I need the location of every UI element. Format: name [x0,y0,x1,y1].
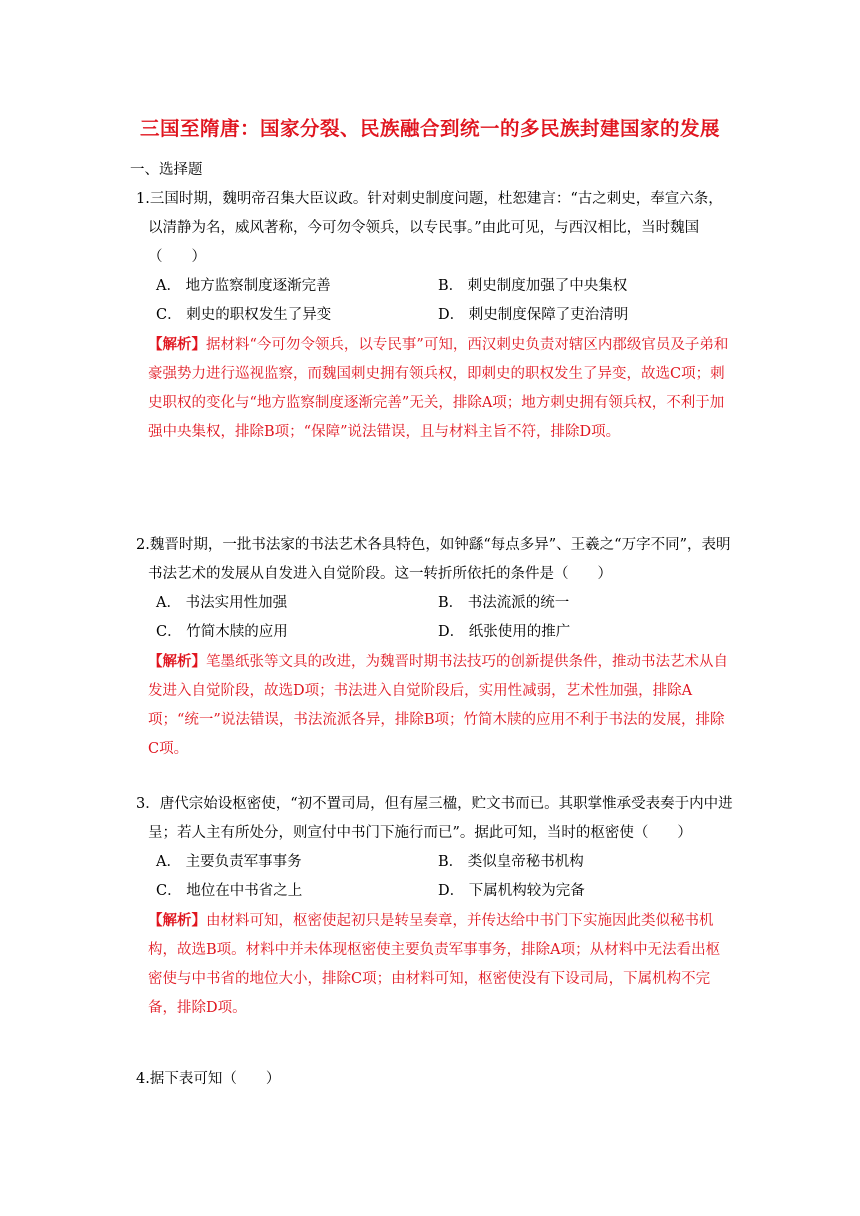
option-c: C． 地位在中书省之上 [156,883,303,899]
question-stem: 1.三国时期，魏明帝召集大臣议政。针对刺史制度问题，杜恕建言：“古之刺史，奉宣六条，以清静为名，威风著称，今可勿令领兵，以专民事。”由此可见，与西汉相比，当时魏国（ ） [136,191,723,265]
option-d: D． 下属机构较为完备 [438,883,585,899]
analysis-text: 笔墨纸张等文具的改进，为魏晋时期书法技巧的创新提供条件，推动书法艺术从自发进入自觉阶段，故选D项；书法进入自觉阶段后，实用性减弱，艺术性加强，排除A项；“统一”说法错误，书法流派各异，排除B项；竹简木牍的应用不利于书法的发展，排除C项。 [148,654,728,757]
options-row [136,848,734,877]
section-heading: 一、选择题 [130,162,203,178]
option-b: B． 书法流派的统一 [438,595,570,611]
analysis [136,330,734,447]
analysis-text: 据材料“今可勿令领兵，以专民事”可知，西汉刺史负责对辖区内郡级官员及子弟和豪强势力进行巡视监察，而魏国刺史拥有领兵权，即刺史的职权发生了异变，故选C项；刺史职权的变化与“地方监察制度逐渐完善”无关，排除A项；地方刺史拥有领兵权，不利于加强中央集权，排除B项；“保障”说法错误，且与材料主旨不符，排除D项。 [148,337,729,440]
options-row [136,589,734,618]
option-b: B． 类似皇帝秘书机构 [438,854,584,870]
option-c: C． 刺史的职权发生了异变 [156,307,332,323]
option-d: D． 刺史制度保障了吏治清明 [438,307,629,323]
options-row [136,272,734,301]
options-row [136,877,734,906]
option-a: A． 主要负责军事事务 [156,854,302,870]
analysis [136,647,734,764]
options-row [136,618,734,647]
question-stem: 3．唐代宗始设枢密使，“初不置司局，但有屋三楹，贮文书而已。其职掌惟承受表奏于内中进呈；若人主有所处分，则宣付中书门下施行而已”。据此可知，当时的枢密使（ ） [136,796,733,841]
question-stem: 4.据下表可知（ ） [136,1071,281,1087]
question-3 [136,790,734,1023]
analysis [136,906,734,1023]
analysis-tag: 【解析】 [148,336,206,353]
question-4 [136,1065,734,1094]
option-a: A． 书法实用性加强 [156,595,288,611]
question-2 [136,531,734,764]
analysis-tag: 【解析】 [148,912,206,929]
analysis-text: 由材料可知，枢密使起初只是转呈奏章，并传达给中书门下实施因此类似秘书机构，故选B项。材料中并未体现枢密使主要负责军事事务，排除A项；从材料中无法看出枢密使与中书省的地位大小，排除C项；由材料可知，枢密使没有下设司局，下属机构不完备，排除D项。 [148,913,721,1016]
analysis-tag: 【解析】 [148,653,206,670]
document-title: 三国至隋唐：国家分裂、民族融合到统一的多民族封建国家的发展 [139,117,720,140]
question-stem: 2.魏晋时期，一批书法家的书法艺术各具特色，如钟繇“每点多异”、王羲之“万字不同”，表明书法艺术的发展从自发进入自觉阶段。这一转折所依托的条件是（ ） [136,537,731,582]
option-b: B． 刺史制度加强了中央集权 [438,278,628,294]
option-a: A． 地方监察制度逐渐完善 [156,278,331,294]
question-1 [136,185,734,447]
option-c: C． 竹简木牍的应用 [156,624,288,640]
option-d: D． 纸张使用的推广 [438,624,571,640]
options-row [136,301,734,330]
